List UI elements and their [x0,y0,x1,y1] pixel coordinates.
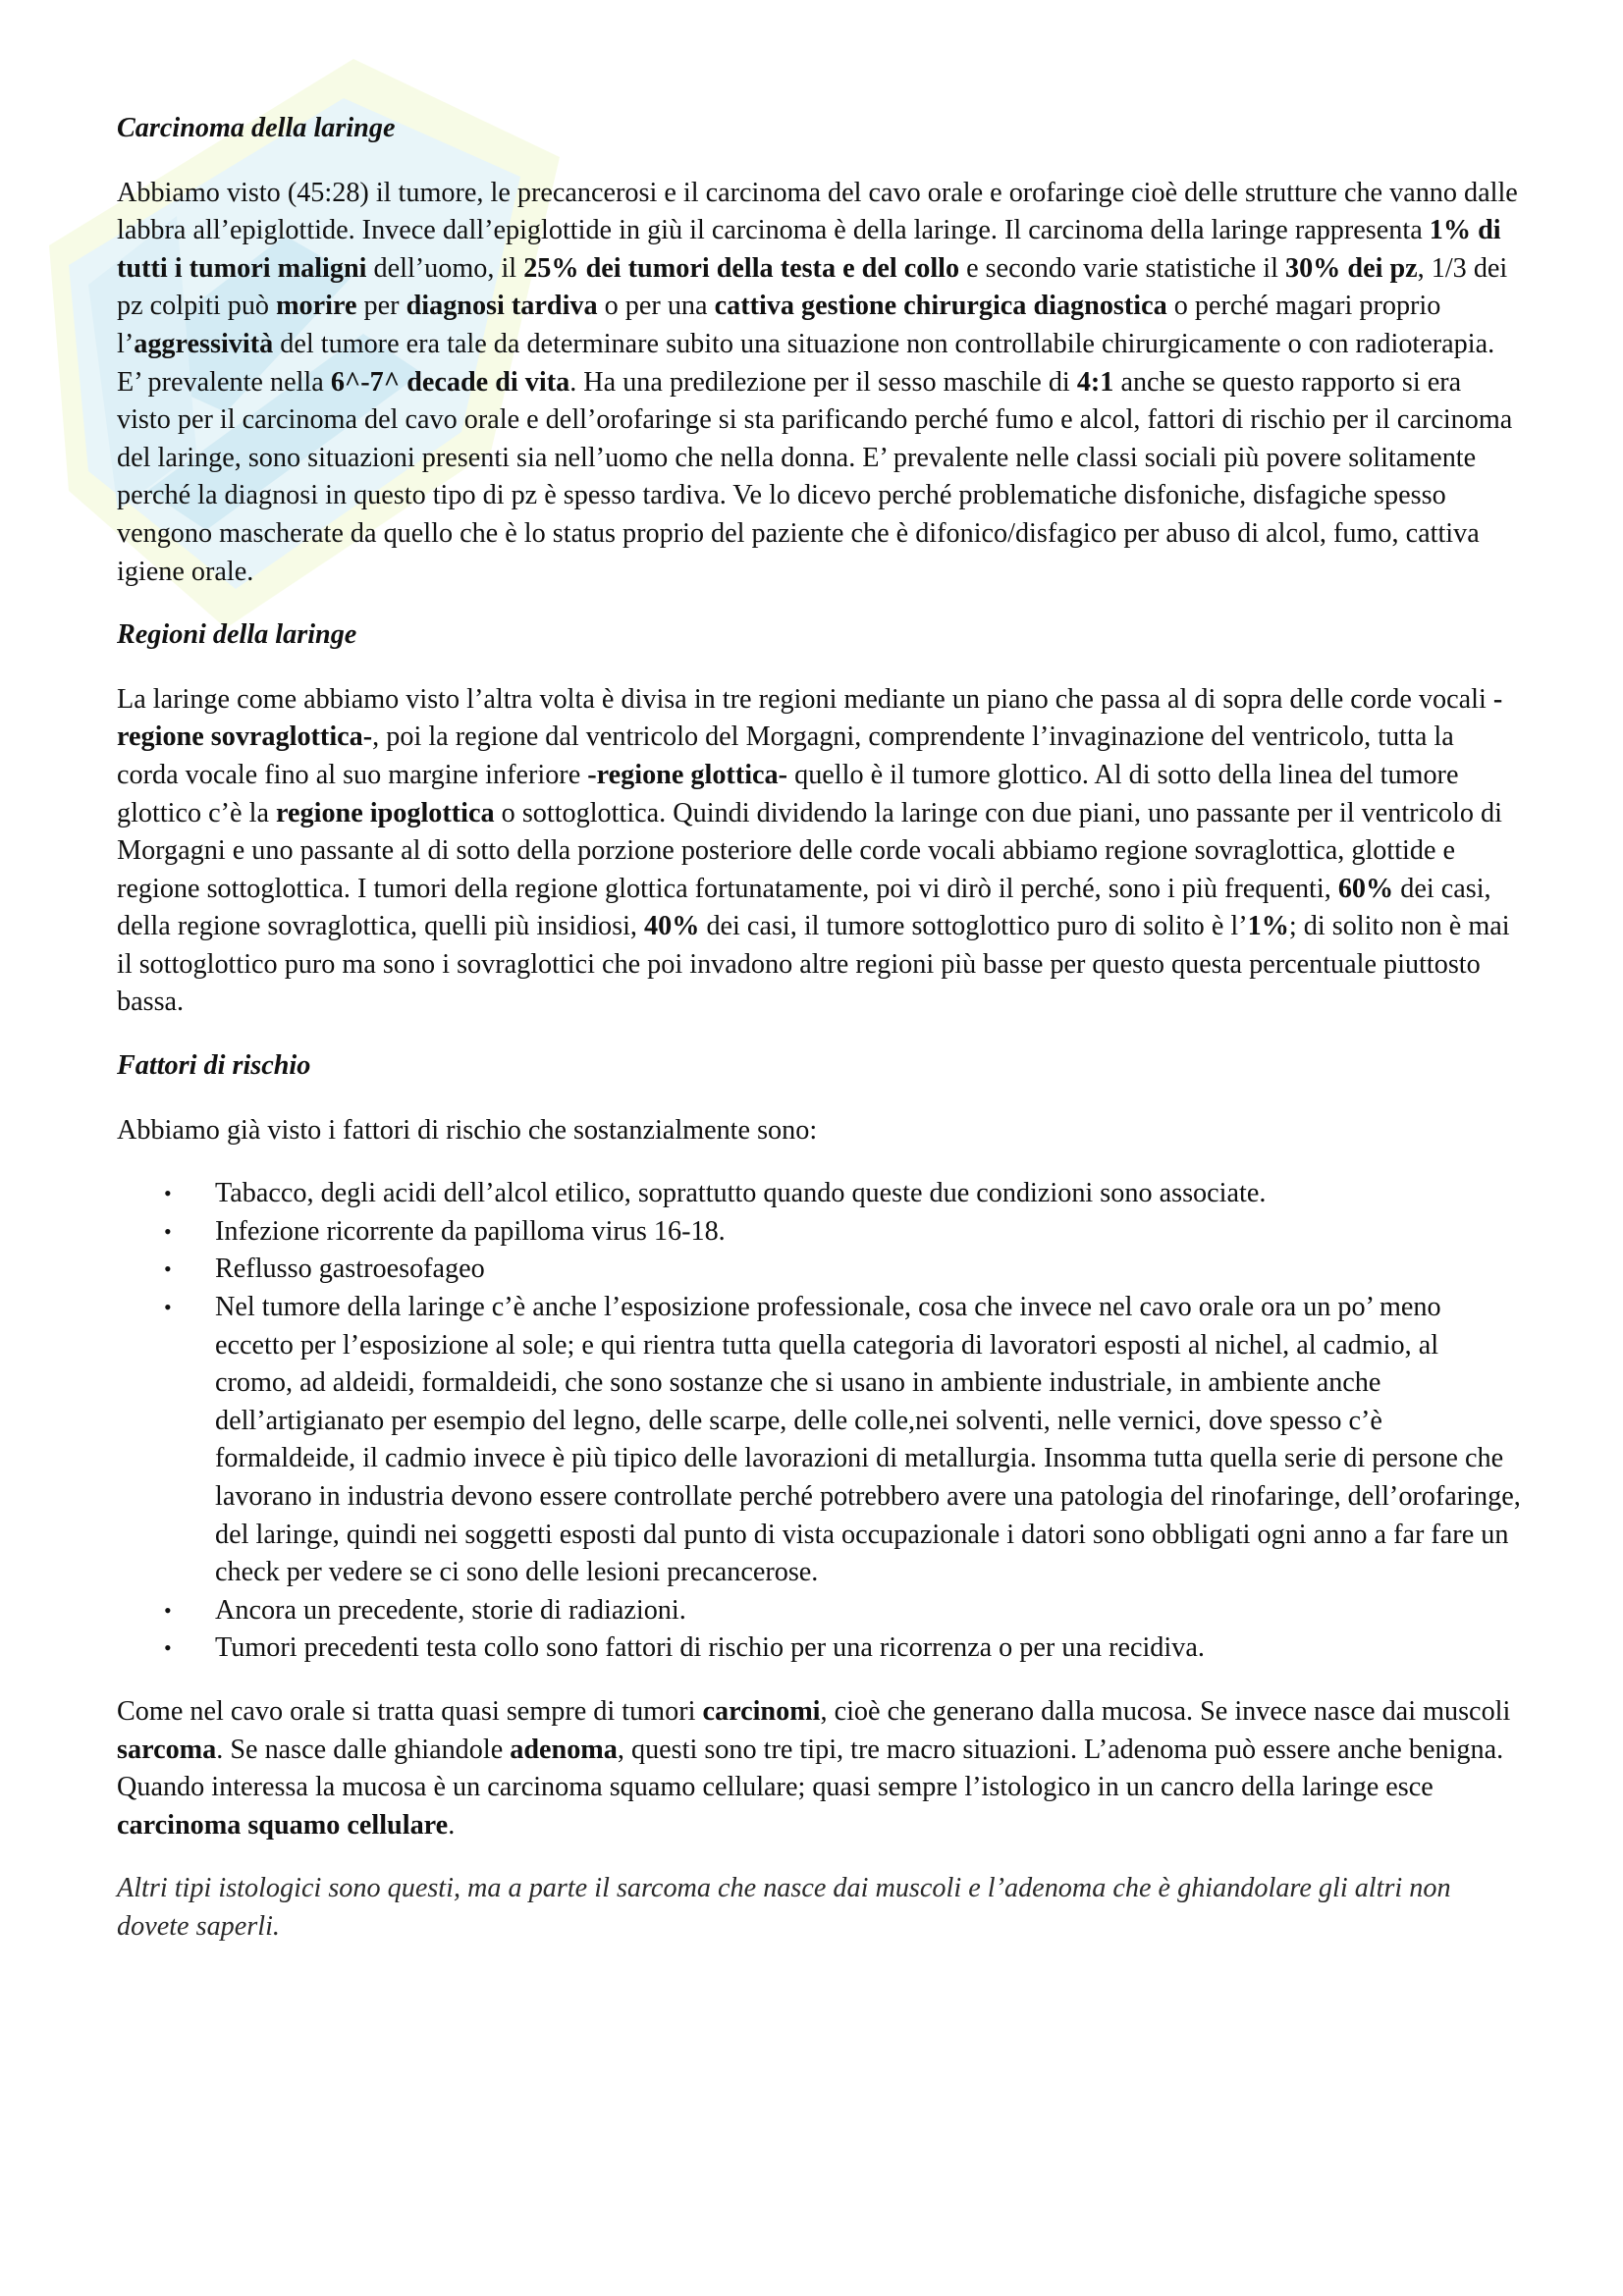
list-item [117,1592,1521,1630]
bullet-icon: • [164,1256,172,1282]
list-item-text: Reflusso gastroesofageo [215,1254,485,1285]
bold-text: aggressività [134,328,274,359]
text-run: o per una [597,291,715,322]
list-item [117,1213,1521,1252]
bullet-icon: • [164,1635,172,1661]
risk-factor-list [117,1175,1521,1668]
bold-text: carcinoma squamo cellulare [117,1809,449,1841]
text-run: Come nel cavo orale si tratta quasi sempre di tumori [117,1695,703,1727]
text-run: , cioè che generano dalla mucosa. Se invece nasce dai muscoli [820,1695,1511,1727]
text-run: o perché magari proprio l’ [117,291,1441,359]
bold-text: morire [276,291,357,322]
list-item [117,1251,1521,1289]
bold-text: sarcoma [117,1734,217,1765]
document-body [117,110,1521,1947]
text-run: . [448,1809,456,1841]
bold-text: 60% [1337,873,1394,904]
heading-regioni: Regioni della laringe [117,619,357,651]
text-run: Abbiamo visto (45:28) il tumore, le precancerosi e il carcinoma del cavo orale e orofaringe cioè delle strutture che vanno dalle labbra all’epiglottide. Invece dall’epiglottide in giù il carcinoma è della laringe. Il carcinoma della laringe rappresenta [117,177,1518,246]
bullet-icon: • [164,1218,172,1244]
text-run: anche se questo rapporto si era visto per il carcinoma del cavo orale e dell’orofaringe si sta parificando perché fumo e alcol, fattori di rischio per il carcinoma del laringe, sono situazioni presenti sia nell’uomo che nella donna. E’ prevalente nelle classi sociali più povere solitamente perché la diagnosi in questo tipo di pz è spesso tardiva. Ve lo dicevo perché problematiche disfoniche, disfagiche spesso vengono mascherate da quello che è lo status proprio del paziente che è difonico/disfagico per abuso di alcol, fumo, cattiva igiene orale. [117,366,1513,587]
bold-text: regione ipoglottica [276,797,495,828]
bullet-icon: • [164,1597,172,1623]
bold-text: carcinomi [702,1695,821,1727]
bullet-icon: • [164,1181,172,1206]
bold-text: adenoma [510,1734,618,1765]
text-run: dell’uomo, il [366,252,524,284]
list-item [117,1175,1521,1213]
bold-text: 1% di tutti i tumori maligni [117,215,1501,284]
list-item [117,1289,1521,1592]
text-run: , 1/3 dei pz colpiti può [117,252,1508,322]
paragraph-regioni [117,681,1521,1022]
text-run: . Ha una predilezione per il sesso maschile di [569,366,1077,398]
bold-text: diagnosi tardiva [406,291,598,322]
text-run: quello è il tumore glottico. Al di sotto della linea del tumore glottico c’è la [117,759,1459,828]
paragraph-istologia [117,1693,1521,1844]
text-run: dei casi, della regione sovraglottica, quelli più insidiosi, [117,873,1491,942]
bold-text: 30% dei pz [1284,252,1418,284]
list-item-text: Tabacco, degli acidi dell’alcol etilico, soprattutto quando queste due condizioni sono associate. [215,1178,1267,1209]
heading-fattori: Fattori di rischio [117,1050,311,1082]
list-item-text: Ancora un precedente, storie di radiazioni. [215,1594,686,1626]
text-run: La laringe come abbiamo visto l’altra volta è divisa in tre regioni mediante un piano che passa al di sopra delle corde vocali [117,683,1493,715]
paragraph-carcinoma [117,175,1521,592]
bold-text: 4:1 [1076,366,1114,398]
paragraph-fattori-intro: Abbiamo già visto i fattori di rischio che sostanzialmente sono: [117,1114,818,1146]
text-run: , questi sono tre tipi, tre macro situazioni. L’adenoma può essere anche benigna. Quando interessa la mucosa è un carcinoma squamo cellulare; quasi sempre l’istologico in un cancro della laringe esce [117,1734,1504,1803]
bullet-icon: • [164,1295,172,1320]
text-run: ; di solito non è mai il sottoglottico puro ma sono i sovraglottici che poi invadono altre regioni più basse per questo questa percentuale piuttosto bassa. [117,911,1510,1018]
bold-text: 6^-7^ decade di vita [330,366,570,398]
list-item-text: Tumori precedenti testa collo sono fattori di rischio per una ricorrenza o per una recidiva. [215,1632,1205,1664]
list-item-text: Infezione ricorrente da papilloma virus 16-18. [215,1215,726,1247]
text-run: . Se nasce dalle ghiandole [216,1734,511,1765]
bold-text: 25% dei tumori della testa e del collo [523,252,960,284]
bold-text: 40% [644,911,700,942]
list-item [117,1629,1521,1668]
text-run: per [356,291,406,322]
heading-carcinoma: Carcinoma della laringe [117,113,396,143]
bold-text: -regione sovraglottica- [117,683,1503,753]
bold-text: -regione glottica- [587,759,788,790]
italic-note: Altri tipi istologici sono questi, ma a parte il sarcoma che nasce dai muscoli e l’adenoma che è ghiandolare gli altri non dovete saperli. [117,1873,1451,1942]
text-run: dei casi, il tumore sottoglottico puro di solito è l’ [699,911,1248,942]
text-run: o sottoglottica. Quindi dividendo la laringe con due piani, uno passante per il ventricolo di Morgagni e uno passante al di sotto della porzione posteriore delle corde vocali abbiamo regione sovraglottica, glottide e regione sottoglottica. I tumori della regione glottica fortunatamente, poi vi dirò il perché, sono i più frequenti, [117,797,1502,904]
list-item-text: Nel tumore della laringe c’è anche l’esposizione professionale, cosa che invece nel cavo orale ora un po’ meno eccetto per l’esposizione al sole; e qui rientra tutta quella categoria di lavoratori esposti al nichel, al cadmio, al cromo, ad aldeidi, formaldeidi, che sono sostanze che si usano in ambiente industriale, in ambiente anche dell’artigianato per esempio del legno, delle scarpe, delle colle,nei solventi, nelle vernici, dove spesso c’è formaldeide, il cadmio invece è più tipico delle lavorazioni di metallurgia. Insomma tutta quella serie di persone che lavorano in industria devono essere controllate perché potrebbero avere una patologia del rinofaringe, dell’orofaringe, del laringe, quindi nei soggetti esposti dal punto di vista occupazionale i datori sono obbligati ogni anno a far fare un check per vedere se ci sono delle lesioni precancerose. [215,1292,1521,1588]
bold-text: cattiva gestione chirurgica diagnostica [714,291,1167,322]
text-run: del tumore era tale da determinare subito una situazione non controllabile chirurgicamente o con radioterapia. E’ prevalente nella [117,328,1495,398]
text-run: , poi la regione dal ventricolo del Morgagni, comprendente l’invaginazione del ventricolo, tutta la corda vocale fino al suo margine inferiore [117,721,1454,790]
text-run: e secondo varie statistiche il [959,252,1285,284]
bold-text: 1% [1247,911,1289,942]
